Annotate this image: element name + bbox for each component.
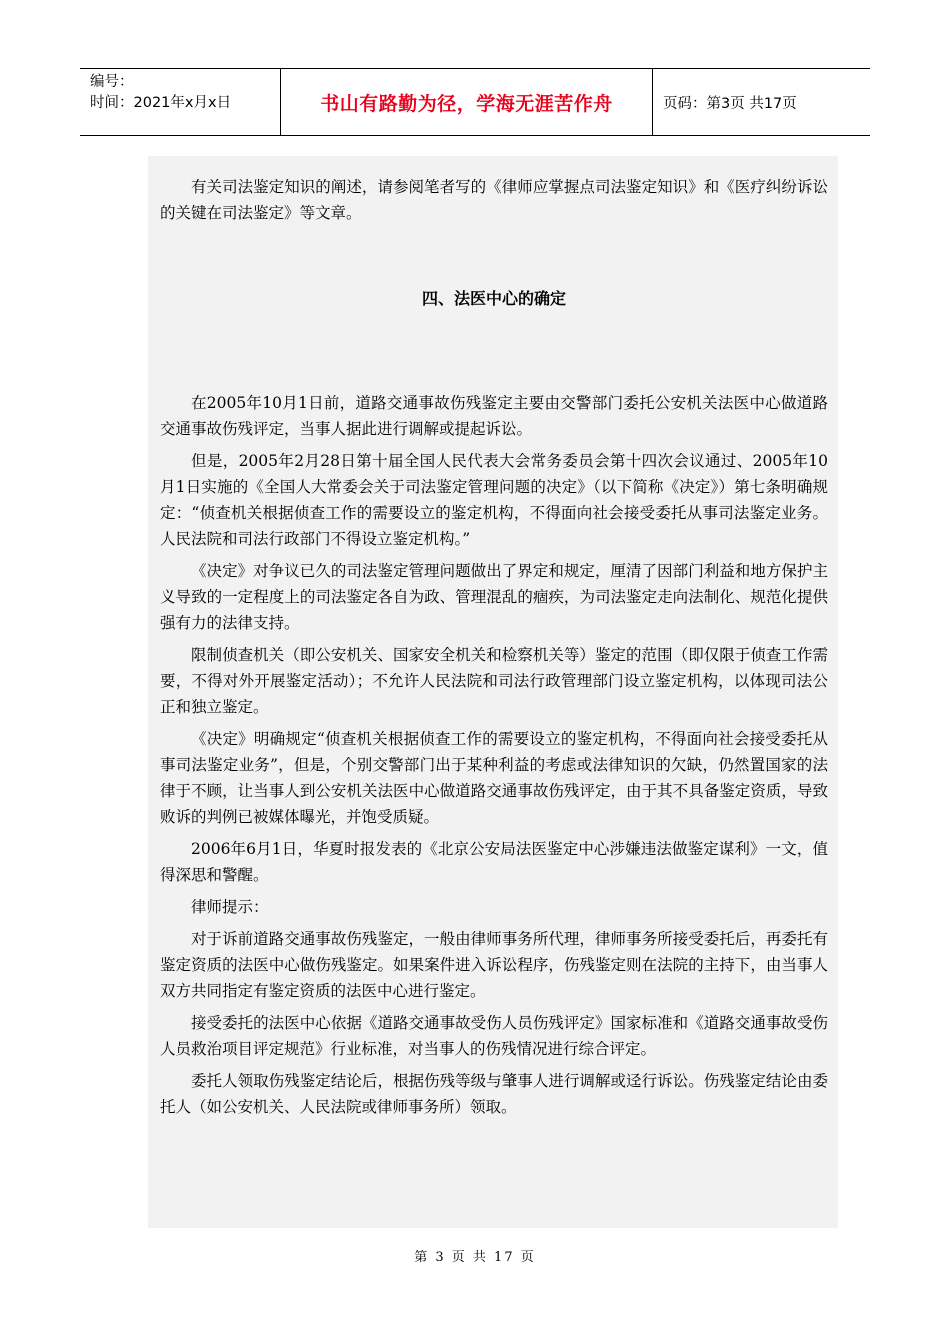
- paragraph: 接受委托的法医中心依据《道路交通事故受伤人员伤残评定》国家标准和《道路交通事故受伤人员救治项目评定规范》行业标准，对当事人的伤残情况进行综合评定。: [160, 1014, 828, 1058]
- paragraph: 《决定》对争议已久的司法鉴定管理问题做出了界定和规定，厘清了因部门利益和地方保护主义导致的一定程度上的司法鉴定各自为政、管理混乱的痼疾，为司法鉴定走向法制化、规范化提供强有力的法律支持。: [160, 562, 828, 632]
- header-motto: 书山有路勤为径，学海无涯苦作舟: [281, 69, 653, 135]
- paragraph: 在2005年10月1日前，道路交通事故伤残鉴定主要由交警部门委托公安机关法医中心做道路交通事故伤残评定，当事人据此进行调解或提起诉讼。: [160, 394, 828, 438]
- document-date: 时间：2021年x月x日: [90, 95, 232, 111]
- paragraph: 但是，2005年2月28日第十届全国人民代表大会常务委员会第十四次会议通过、2005年10月1日实施的《全国人大常委会关于司法鉴定管理问题的决定》（以下简称《决定》）第七条明确规定：“侦查机关根据侦查工作的需要设立的鉴定机构，不得面向社会接受委托从事司法鉴定业务。人民法院和司法行政部门不得设立鉴定机构。”: [160, 452, 828, 548]
- lawyer-tip-heading: 律师提示：: [191, 898, 269, 916]
- section-title: 四、法医中心的确定: [421, 289, 566, 308]
- paragraph: 对于诉前道路交通事故伤残鉴定，一般由律师事务所代理，律师事务所接受委托后，再委托有鉴定资质的法医中心做伤残鉴定。如果案件进入诉讼程序，伤残鉴定则在法院的主持下，由当事人双方共同指定有鉴定资质的法医中心进行鉴定。: [160, 930, 828, 1000]
- document-body: [148, 156, 838, 1228]
- page-footer: 第 3 页 共 17 页: [414, 1250, 536, 1265]
- paragraph: 委托人领取伤残鉴定结论后，根据伤残等级与肇事人进行调解或迳行诉讼。伤残鉴定结论由委托人（如公安机关、人民法院或律师事务所）领取。: [160, 1072, 828, 1116]
- page-header: [80, 68, 870, 136]
- paragraph: 限制侦查机关（即公安机关、国家安全机关和检察机关等）鉴定的范围（即仅限于侦查工作需要，不得对外开展鉴定活动）；不允许人民法院和司法行政管理部门设立鉴定机构，以体现司法公正和独立鉴定。: [160, 646, 828, 716]
- document-number: 编号：: [90, 74, 134, 90]
- intro-paragraph: 有关司法鉴定知识的阐述，请参阅笔者写的《律师应掌握点司法鉴定知识》和《医疗纠纷诉讼的关键在司法鉴定》等文章。: [160, 178, 828, 222]
- header-meta: [80, 69, 281, 135]
- paragraph: 2006年6月1日，华夏时报发表的《北京公安局法医鉴定中心涉嫌违法做鉴定谋利》一文，值得深思和警醒。: [160, 840, 828, 884]
- paragraph: 《决定》明确规定“侦查机关根据侦查工作的需要设立的鉴定机构，不得面向社会接受委托从事司法鉴定业务”，但是，个别交警部门出于某种利益的考虑或法律知识的欠缺，仍然置国家的法律于不顾，让当事人到公安机关法医中心做道路交通事故伤残评定，由于其不具备鉴定资质，导致败诉的判例已被媒体曝光，并饱受质疑。: [160, 730, 828, 826]
- header-page-code: 页码：第3页 共17页: [663, 95, 797, 112]
